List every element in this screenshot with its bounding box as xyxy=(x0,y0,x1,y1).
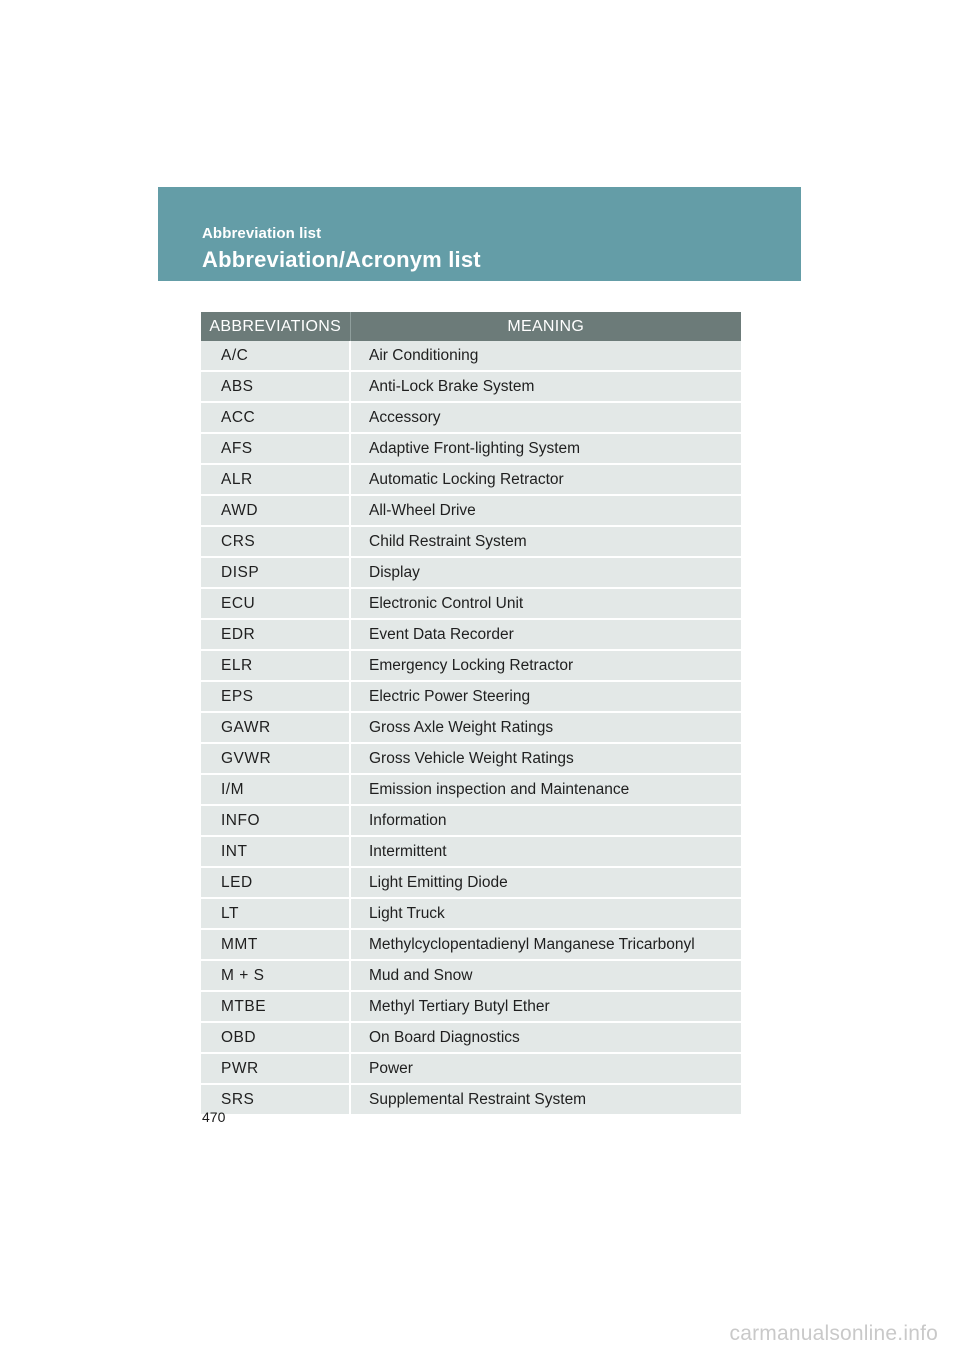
abbreviation-cell: MTBE xyxy=(201,991,350,1022)
meaning-cell: Emergency Locking Retractor xyxy=(350,650,741,681)
column-header-abbreviations: ABBREVIATIONS xyxy=(201,312,350,341)
abbreviation-cell: ECU xyxy=(201,588,350,619)
table-row xyxy=(201,495,741,526)
table-row xyxy=(201,619,741,650)
meaning-cell: Accessory xyxy=(350,402,741,433)
meaning-cell: Event Data Recorder xyxy=(350,619,741,650)
table-row xyxy=(201,898,741,929)
meaning-cell: Emission inspection and Maintenance xyxy=(350,774,741,805)
header-band xyxy=(158,187,801,281)
table-row xyxy=(201,805,741,836)
abbreviation-cell: GAWR xyxy=(201,712,350,743)
abbreviation-cell: LED xyxy=(201,867,350,898)
abbreviation-cell: CRS xyxy=(201,526,350,557)
page-number: 470 xyxy=(202,1109,226,1125)
abbreviation-cell: AWD xyxy=(201,495,350,526)
table-row xyxy=(201,743,741,774)
abbreviation-cell: ELR xyxy=(201,650,350,681)
table-row xyxy=(201,836,741,867)
abbreviation-cell: OBD xyxy=(201,1022,350,1053)
meaning-cell: Methyl Tertiary Butyl Ether xyxy=(350,991,741,1022)
abbreviation-cell: INFO xyxy=(201,805,350,836)
abbreviation-cell: LT xyxy=(201,898,350,929)
column-header-meaning: MEANING xyxy=(350,312,741,341)
meaning-cell: Light Truck xyxy=(350,898,741,929)
abbreviation-cell: EDR xyxy=(201,619,350,650)
table-row xyxy=(201,867,741,898)
meaning-cell: Electronic Control Unit xyxy=(350,588,741,619)
table-row xyxy=(201,1022,741,1053)
meaning-cell: Electric Power Steering xyxy=(350,681,741,712)
meaning-cell: Anti-Lock Brake System xyxy=(350,371,741,402)
abbreviation-cell: ABS xyxy=(201,371,350,402)
table-row xyxy=(201,1053,741,1084)
table-row xyxy=(201,402,741,433)
page-title: Abbreviation/Acronym list xyxy=(202,247,481,272)
section-label: Abbreviation list xyxy=(202,225,322,242)
abbreviation-cell: ALR xyxy=(201,464,350,495)
table-row xyxy=(201,371,741,402)
table-row xyxy=(201,929,741,960)
abbreviation-cell: EPS xyxy=(201,681,350,712)
meaning-cell: Mud and Snow xyxy=(350,960,741,991)
meaning-cell: On Board Diagnostics xyxy=(350,1022,741,1053)
meaning-cell: Supplemental Restraint System xyxy=(350,1084,741,1115)
meaning-cell: Air Conditioning xyxy=(350,341,741,371)
table-row xyxy=(201,774,741,805)
meaning-cell: Adaptive Front-lighting System xyxy=(350,433,741,464)
meaning-cell: All-Wheel Drive xyxy=(350,495,741,526)
meaning-cell: Light Emitting Diode xyxy=(350,867,741,898)
abbreviation-cell: DISP xyxy=(201,557,350,588)
table-row xyxy=(201,991,741,1022)
abbreviation-table xyxy=(201,312,741,1116)
abbreviation-cell: I/M xyxy=(201,774,350,805)
abbreviation-cell: AFS xyxy=(201,433,350,464)
abbreviation-cell: GVWR xyxy=(201,743,350,774)
table-row xyxy=(201,960,741,991)
abbreviation-cell: INT xyxy=(201,836,350,867)
table-row xyxy=(201,1084,741,1115)
abbreviation-cell: PWR xyxy=(201,1053,350,1084)
abbreviation-cell: ACC xyxy=(201,402,350,433)
meaning-cell: Gross Vehicle Weight Ratings xyxy=(350,743,741,774)
table-body xyxy=(201,341,741,1115)
meaning-cell: Methylcyclopentadienyl Manganese Tricarbonyl xyxy=(350,929,741,960)
meaning-cell: Gross Axle Weight Ratings xyxy=(350,712,741,743)
meaning-cell: Information xyxy=(350,805,741,836)
table-row xyxy=(201,681,741,712)
table-row xyxy=(201,650,741,681)
abbreviation-cell: MMT xyxy=(201,929,350,960)
table-row xyxy=(201,433,741,464)
abbreviation-cell: SRS xyxy=(201,1084,350,1115)
table-row xyxy=(201,712,741,743)
table-row xyxy=(201,526,741,557)
meaning-cell: Intermittent xyxy=(350,836,741,867)
table-row xyxy=(201,464,741,495)
watermark: carmanualsonline.info xyxy=(729,1322,938,1345)
abbreviation-cell: A/C xyxy=(201,341,350,371)
meaning-cell: Automatic Locking Retractor xyxy=(350,464,741,495)
meaning-cell: Power xyxy=(350,1053,741,1084)
table-header-row xyxy=(201,312,741,341)
table-row xyxy=(201,341,741,371)
table-row xyxy=(201,588,741,619)
meaning-cell: Child Restraint System xyxy=(350,526,741,557)
table-row xyxy=(201,557,741,588)
abbreviation-cell: M + S xyxy=(201,960,350,991)
meaning-cell: Display xyxy=(350,557,741,588)
